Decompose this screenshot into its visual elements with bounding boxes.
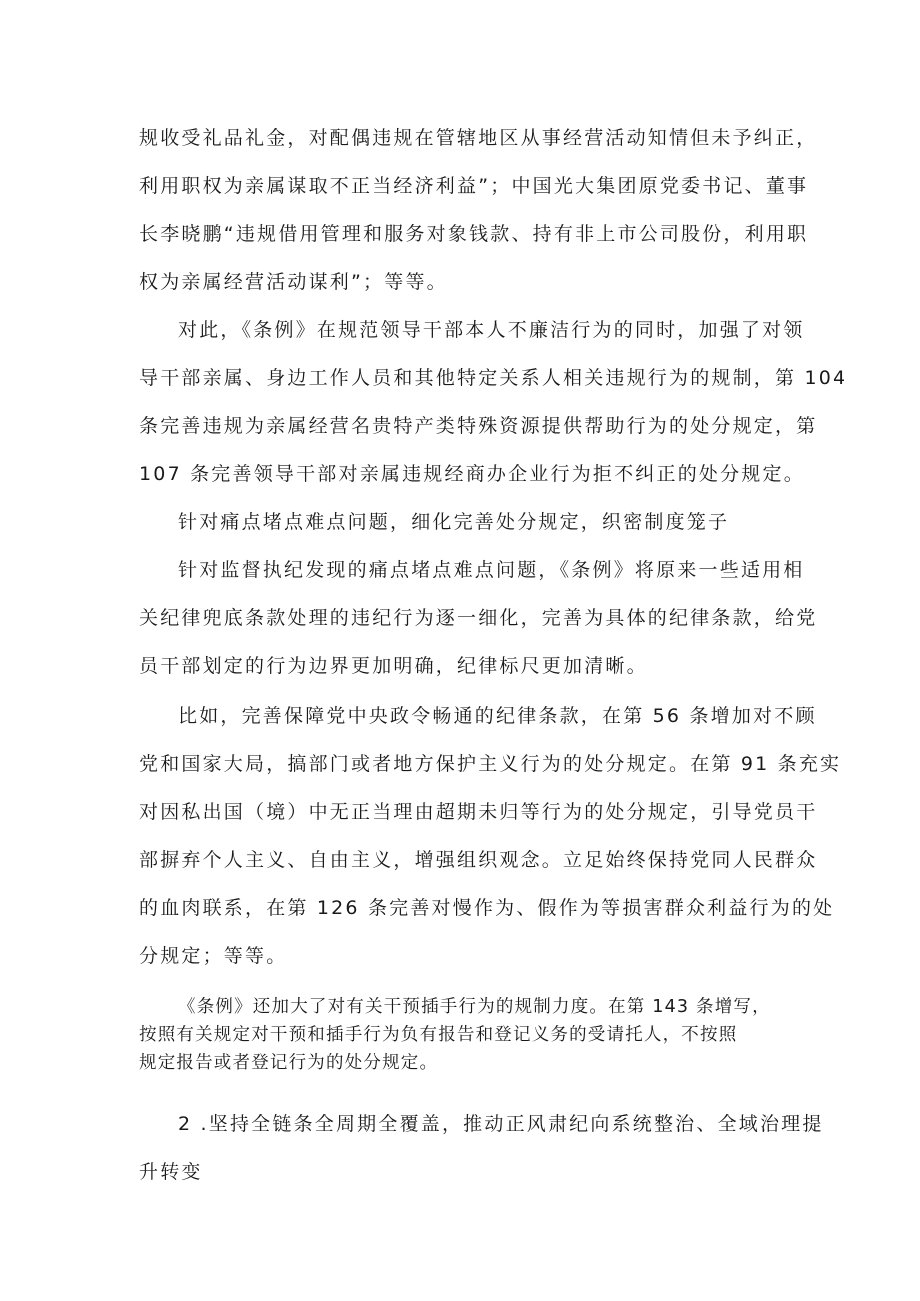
text-line: 按照有关规定对干预和插手行为负有报告和登记义务的受请托人，不按照 xyxy=(139,1025,738,1045)
text-line: 分规定；等等。 xyxy=(139,945,288,967)
text-line: 107 条完善领导干部对亲属违规经商办企业行为拒不纠正的处分规定。 xyxy=(139,463,805,485)
text-line: 员干部划定的行为边界更加明确，纪律标尺更加清晰。 xyxy=(139,655,648,677)
numbered-heading-continuation: 升转变 xyxy=(139,1161,203,1183)
text-line: 党和国家大局，搞部门或者地方保护主义行为的处分规定。在第 91 条充实 xyxy=(139,753,842,775)
section-subheading: 针对痛点堵点难点问题，细化完善处分规定，织密制度笼子 xyxy=(178,511,730,533)
text-line: 《条例》还加大了对有关干预插手行为的规制力度。在第 143 条增写， xyxy=(178,997,771,1017)
text-line: 比如，完善保障党中央政令畅通的纪律条款，在第 56 条增加对不顾 xyxy=(178,705,817,727)
text-line: 部摒弃个人主义、自由主义，增强组织观念。立足始终保持党同人民群众 xyxy=(139,849,818,871)
text-line: 规收受礼品礼金，对配偶违规在管辖地区从事经营活动知情但未予纠正， xyxy=(139,127,818,149)
text-line: 对此，《条例》在规范领导干部本人不廉洁行为的同时，加强了对领 xyxy=(178,319,805,341)
text-line: 条完善违规为亲属经营名贵特产类特殊资源提供帮助行为的处分规定，第 xyxy=(139,415,818,437)
text-line: 的血肉联系，在第 126 条完善对慢作为、假作为等损害群众利益行为的处 xyxy=(139,897,835,919)
text-line: 导干部亲属、身边工作人员和其他特定关系人相关违规行为的规制，第 104 xyxy=(139,367,848,389)
text-line: 关纪律兜底条款处理的违纪行为逐一细化，完善为具体的纪律条款，给党 xyxy=(139,607,818,629)
text-line: 权为亲属经营活动谋利”；等等。 xyxy=(139,271,448,293)
text-line: 利用职权为亲属谋取不正当经济利益”；中国光大集团原党委书记、董事 xyxy=(139,175,809,197)
text-line: 针对监督执纪发现的痛点堵点难点问题，《条例》将原来一些适用相 xyxy=(178,559,805,581)
text-line: 对因私出国（境）中无正当理由超期未归等行为的处分规定，引导党员干 xyxy=(139,801,818,823)
numbered-heading: 2 .坚持全链条全周期全覆盖，推动正风肃纪向系统整治、全域治理提 xyxy=(178,1113,824,1135)
text-line: 规定报告或者登记行为的处分规定。 xyxy=(139,1053,439,1073)
text-line: 长李晓鹏“违规借用管理和服务对象钱款、持有非上市公司股份，利用职 xyxy=(139,223,809,245)
